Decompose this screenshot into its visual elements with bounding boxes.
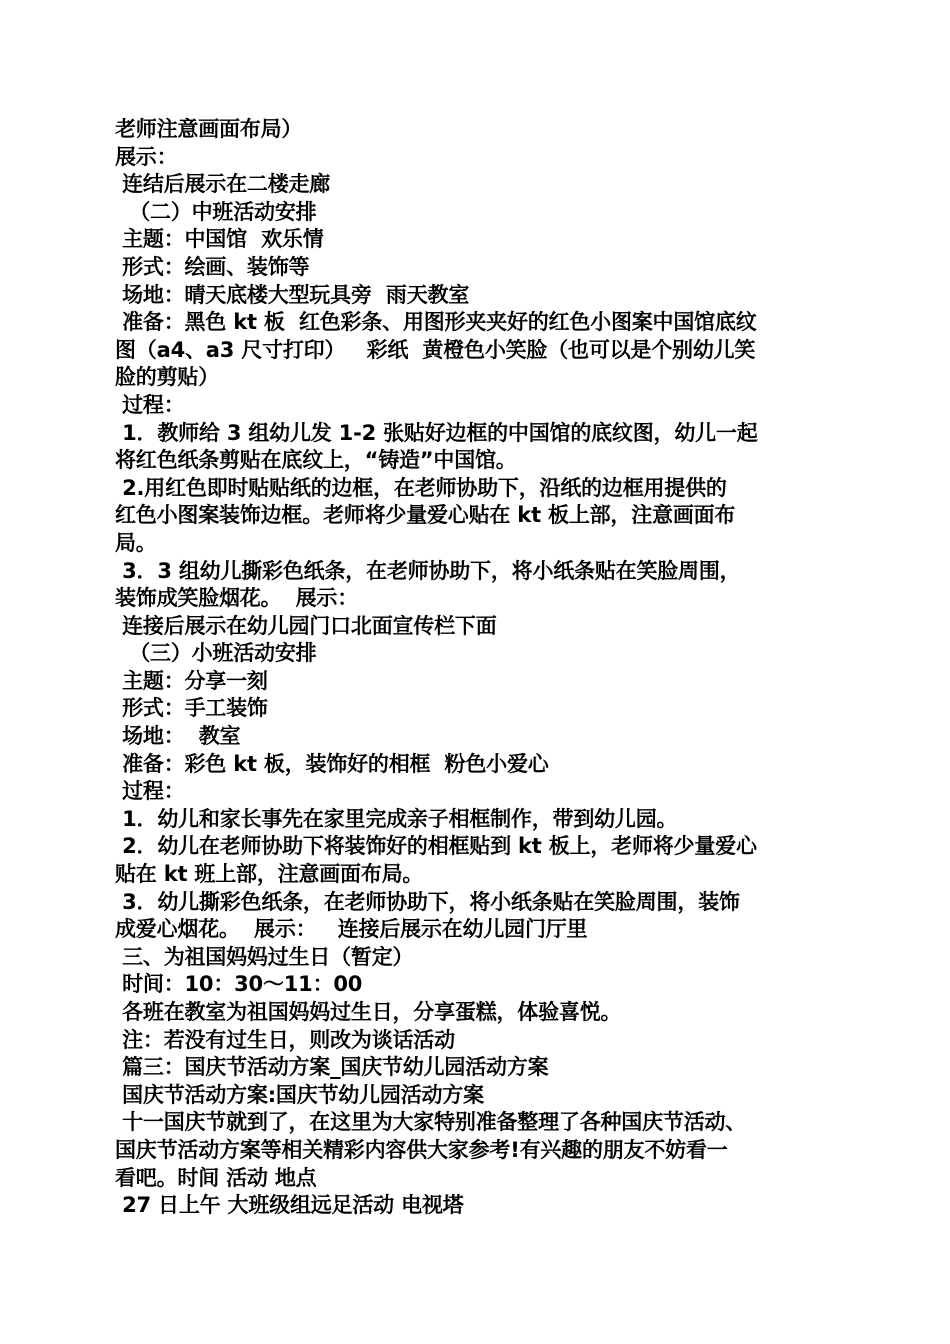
text-line: 连接后展示在幼儿园门口北面宣传栏下面 xyxy=(115,613,497,638)
text-line: 形式：绘画、装饰等 xyxy=(115,254,310,279)
section-heading: 篇三：国庆节活动方案_国庆节幼儿园活动方案 xyxy=(115,1055,549,1080)
text-line: 老师注意画面布局） xyxy=(115,117,303,141)
text-line: 脸的剪贴） xyxy=(115,365,219,390)
section-heading: （三）小班活动安排 xyxy=(115,641,317,666)
text-line: 准备：黑色 kt 板 红色彩条、用图形夹夹好的红色小图案中国馆底纹 xyxy=(115,310,757,335)
text-line: 连结后展示在二楼走廊 xyxy=(115,172,331,197)
text-line: 2.用红色即时贴贴纸的边框，在老师协助下，沿纸的边框用提供的 xyxy=(115,475,727,500)
text-line: 各班在教室为祖国妈妈过生日，分享蛋糕，体验喜悦。 xyxy=(115,1000,622,1024)
text-line: 准备：彩色 kt 板，装饰好的相框 粉色小爱心 xyxy=(115,751,549,776)
section-heading: 三、为祖国妈妈过生日（暂定） xyxy=(115,944,414,969)
text-line: 看吧。时间 活动 地点 xyxy=(115,1165,317,1190)
text-line: 红色小图案装饰边框。老师将少量爱心贴在 kt 板上部，注意画面布 xyxy=(115,503,736,528)
text-line: 场地：晴天底楼大型玩具旁 雨天教室 xyxy=(115,282,470,307)
text-line: 贴在 kt 班上部，注意画面布局。 xyxy=(115,862,424,887)
text-line: 主题：中国馆 欢乐情 xyxy=(115,227,324,252)
text-line: 27 日上午 大班级组远足活动 电视塔 xyxy=(115,1193,464,1218)
section-heading: （二）中班活动安排 xyxy=(115,199,317,224)
text-line: 展示： xyxy=(115,144,178,169)
text-line: 3．3 组幼儿撕彩色纸条，在老师协助下，将小纸条贴在笑脸周围， xyxy=(115,558,741,583)
text-line: 国庆节活动方案:国庆节幼儿园活动方案 xyxy=(115,1082,484,1107)
text-line: 场地： 教室 xyxy=(115,724,241,749)
text-line: 时间：10：30～11：00 xyxy=(115,972,363,997)
text-line: 过程： xyxy=(115,392,185,417)
text-line: 装饰成笑脸烟花。 展示： xyxy=(115,586,359,611)
text-line: 十一国庆节就到了，在这里为大家特别准备整理了各种国庆节活动、 xyxy=(115,1110,747,1135)
text-line: 将红色纸条剪贴在底纹上，“铸造”中国馆。 xyxy=(115,448,517,473)
text-line: 国庆节活动方案等相关精彩内容供大家参考!有兴趣的朋友不妨看一 xyxy=(115,1137,728,1162)
text-line: 局。 xyxy=(115,530,157,555)
text-line: 注：若没有过生日，则改为谈话活动 xyxy=(115,1027,455,1052)
text-line: 1．教师给 3 组幼儿发 1-2 张贴好边框的中国馆的底纹图，幼儿一起 xyxy=(115,420,758,445)
document-body xyxy=(115,116,840,1220)
text-line: 1．幼儿和家长事先在家里完成亲子相框制作，带到幼儿园。 xyxy=(115,806,678,831)
text-line: 成爱心烟花。 展示： 连接后展示在幼儿园门厅里 xyxy=(115,917,588,942)
text-line: 主题：分享一刻 xyxy=(115,668,268,693)
text-line: 形式：手工装饰 xyxy=(115,696,268,721)
text-line: 3．幼儿撕彩色纸条，在老师协助下，将小纸条贴在笑脸周围，装饰 xyxy=(115,889,740,914)
text-line: 2．幼儿在老师协助下将装饰好的相框贴到 kt 板上，老师将少量爱心 xyxy=(115,834,757,859)
text-line: 图（a4、a3 尺寸打印） 彩纸 黄橙色小笑脸（也可以是个别幼儿笑 xyxy=(115,337,756,362)
text-line: 过程： xyxy=(115,779,185,804)
